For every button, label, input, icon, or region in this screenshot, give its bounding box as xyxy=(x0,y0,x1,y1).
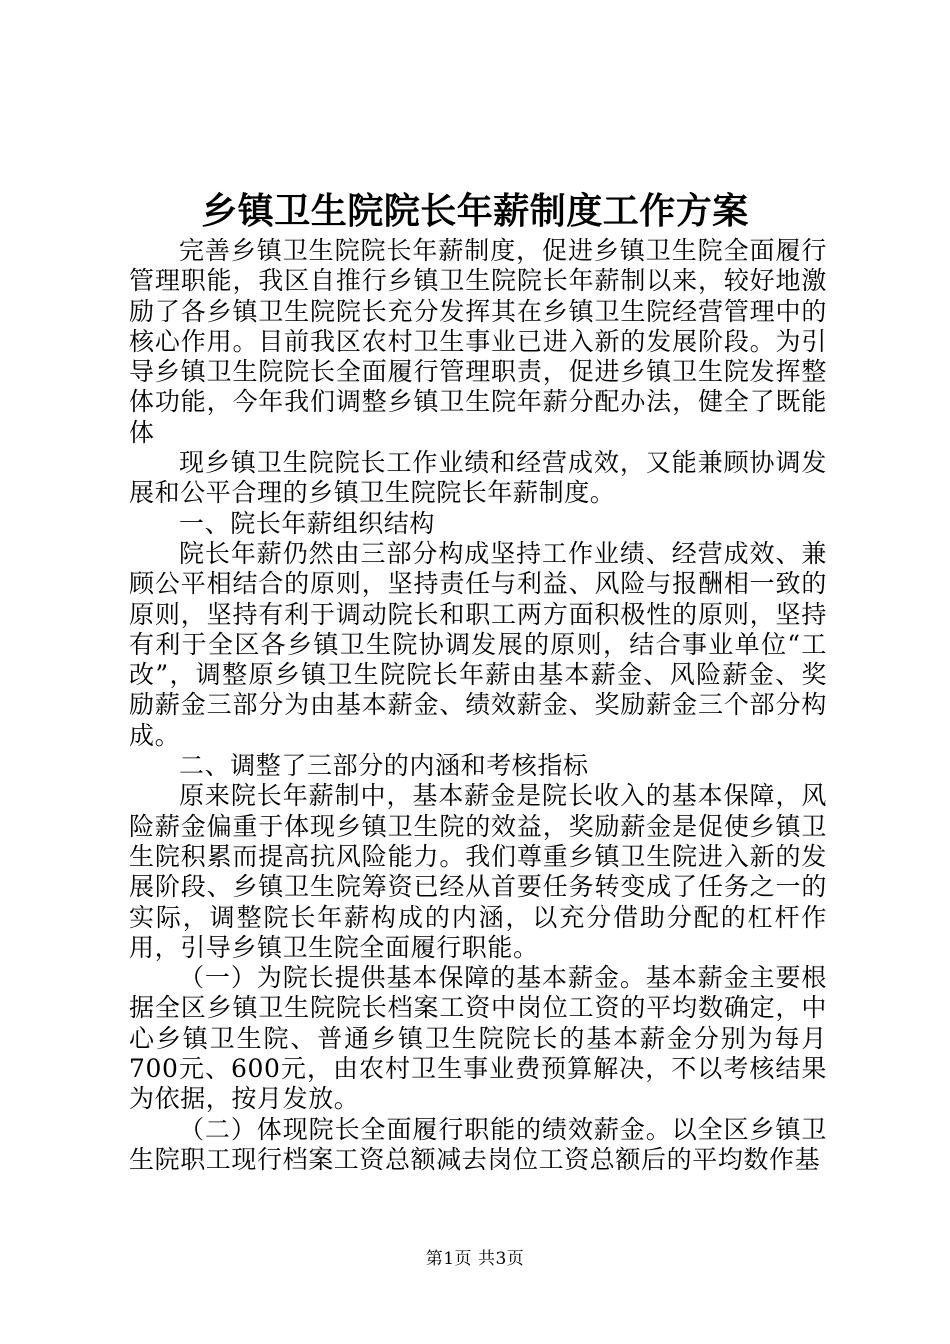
paragraph-section-2: 原来院长年薪制中，基本薪金是院长收入的基本保障，风险薪金偏重于体现乡镇卫生院的效益，奖励薪金是促使乡镇卫生院积累而提高抗风险能力。我们尊重乡镇卫生院进入新的发展阶段、乡镇卫生院筹资已经从首要任务转变成了任务之一的实际，调整院长年薪构成的内涵，以充分借助分配的杠杆作用，引导乡镇卫生院全面履行职能。 xyxy=(129,781,827,962)
document-body xyxy=(129,236,827,1175)
section-heading-1: 一、院长年薪组织结构 xyxy=(179,508,436,538)
document-title: 乡镇卫生院院长年薪制度工作方案 xyxy=(201,190,749,232)
paragraph-subsection-2: （二）体现院长全面履行职能的绩效薪金。以全区乡镇卫生院职工现行档案工资总额减去岗位工资总额后的平均数作基 xyxy=(129,1114,827,1174)
paragraph-subsection-1: （一）为院长提供基本保障的基本薪金。基本薪金主要根据全区乡镇卫生院院长档案工资中岗位工资的平均数确定，中心乡镇卫生院、普通乡镇卫生院院长的基本薪金分别为每月700元、600元，由农村卫生事业费预算解决，不以考核结果为依据，按月发放。 xyxy=(129,963,827,1114)
paragraph-section-1: 院长年薪仍然由三部分构成坚持工作业绩、经营成效、兼顾公平相结合的原则，坚持责任与利益、风险与报酬相一致的原则，坚持有利于调动院长和职工两方面积极性的原则，坚持有利于全区各乡镇卫生院协调发展的原则，结合事业单位“工改”，调整原乡镇卫生院院长年薪由基本薪金、风险薪金、奖励薪金三部分为由基本薪金、绩效薪金、奖励薪金三个部分构成。 xyxy=(129,538,827,750)
paragraph-intro: 完善乡镇卫生院院长年薪制度，促进乡镇卫生院全面履行管理职能，我区自推行乡镇卫生院院长年薪制以来，较好地激励了各乡镇卫生院院长充分发挥其在乡镇卫生院经营管理中的核心作用。目前我区农村卫生事业已进入新的发展阶段。为引导乡镇卫生院院长全面履行管理职责，促进乡镇卫生院发挥整体功能，今年我们调整乡镇卫生院年薪分配办法，健全了既能体 xyxy=(129,236,827,447)
page-number-footer: 第1页 共3页 xyxy=(425,1249,525,1269)
section-heading-2: 二、调整了三部分的内涵和考核指标 xyxy=(179,751,589,781)
paragraph-intro-continued: 现乡镇卫生院院长工作业绩和经营成效，又能兼顾协调发展和公平合理的乡镇卫生院院长年薪制度。 xyxy=(129,448,827,508)
